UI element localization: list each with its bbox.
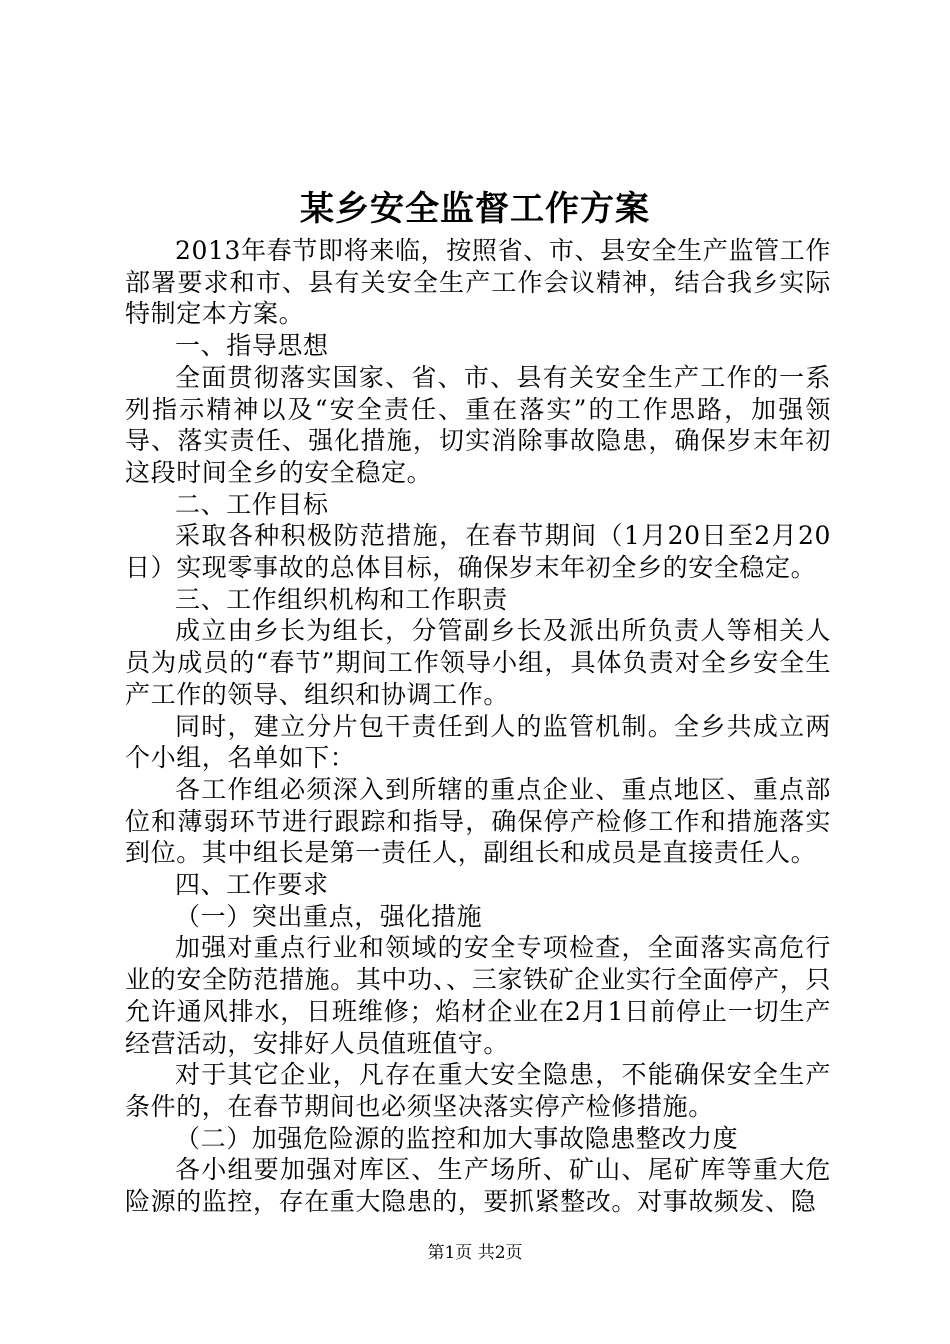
page-number: 第1页 共2页 (427, 1243, 523, 1263)
paragraph-work-goals: 采取各种积极防范措施，在春节期间（1月20日至2月20日）实现零事故的总体目标，确保岁末年初全乡的安全稳定。 (125, 521, 831, 583)
paragraph-organization: 成立由乡长为组长，分管副乡长及派出所负责人等相关人员为成员的“春节”期间工作领导小组，具体负责对全乡安全生产工作的领导、组织和协调工作。 (125, 616, 831, 709)
document-title: 某乡安全监督工作方案 (300, 189, 650, 229)
paragraph-intro: 2013年春节即将来临，按照省、市、县安全生产监管工作部署要求和市、县有关安全生产工作会议精神，结合我乡实际特制定本方案。 (125, 236, 831, 329)
paragraph-hazard-monitoring: 各小组要加强对库区、生产场所、矿山、尾矿库等重大危险源的监控，存在重大隐患的，要抓紧整改。对事故频发、隐 (125, 1155, 831, 1217)
heading-guiding-ideology: 一、指导思想 (175, 331, 329, 361)
subheading-hazard-monitoring: （二）加强危险源的监控和加大事故隐患整改力度 (175, 1123, 739, 1153)
document-body (125, 235, 831, 1218)
heading-work-goals: 二、工作目标 (175, 489, 329, 519)
paragraph-work-groups: 各工作组必须深入到所辖的重点企业、重点地区、重点部位和薄弱环节进行跟踪和指导，确保停产检修工作和措施落实到位。其中组长是第一责任人，副组长和成员是直接责任人。 (125, 774, 831, 868)
paragraph-other-enterprises: 对于其它企业，凡存在重大安全隐患，不能确保安全生产条件的，在春节期间也必须坚决落实停产检修措施。 (125, 1060, 831, 1121)
paragraph-focus-measures: 加强对重点行业和领域的安全专项检查，全面落实高危行业的安全防范措施。其中功、、三家铁矿企业实行全面停产，只允许通风排水，日班维修；焰材企业在2月1日前停止一切生产经营活动，安排好人员值班值守。 (125, 933, 831, 1058)
heading-organization: 三、工作组织机构和工作职责 (175, 584, 508, 614)
paragraph-guiding-ideology: 全面贯彻落实国家、省、市、县有关安全生产工作的一系列指示精神以及“安全责任、重在落实”的工作思路，加强领导、落实责任、强化措施，切实消除事故隐患，确保岁末年初这段时间全乡的安全稳定。 (125, 362, 831, 487)
heading-work-requirements: 四、工作要求 (175, 870, 329, 900)
subheading-focus-measures: （一）突出重点，强化措施 (175, 901, 483, 931)
paragraph-responsibility-mechanism: 同时，建立分片包干责任到人的监管机制。全乡共成立两个小组，名单如下： (125, 711, 831, 773)
